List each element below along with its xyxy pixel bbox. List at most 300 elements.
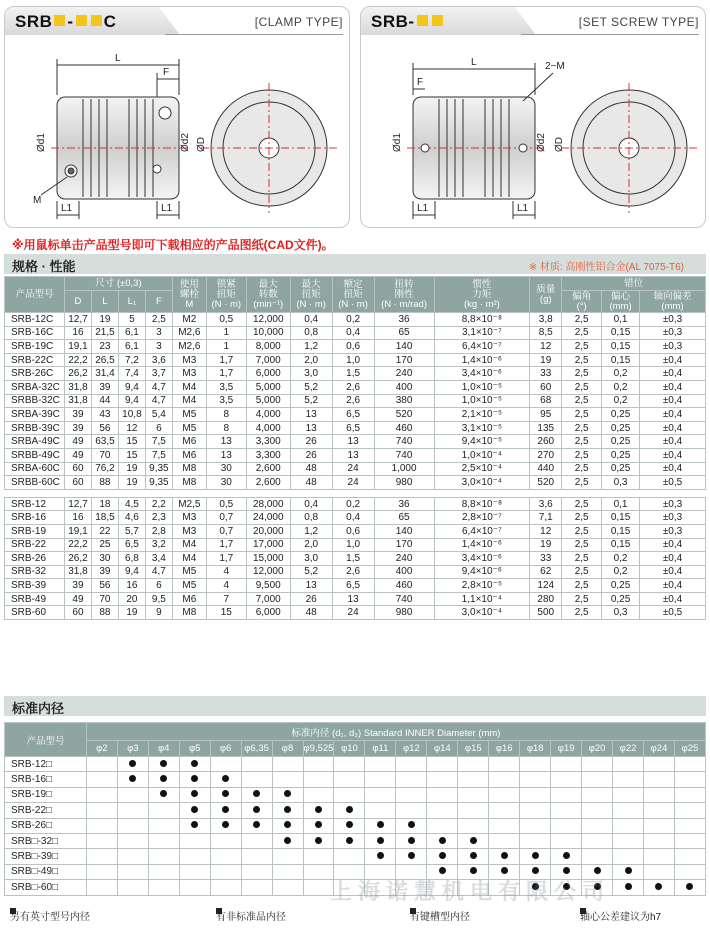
clamp-type-panel [4,6,350,228]
spec-cell: 0,6 [332,524,374,538]
spec-cell: 4,7 [145,565,172,579]
inner-size-cell [334,849,365,864]
spec-cell: 12,000 [246,313,290,327]
inner-size-cell [520,849,551,864]
inner-size-cell [458,818,489,833]
inner-col-header-model: 产品型号 [5,723,87,757]
spec-cell: 7 [206,592,246,606]
spec-cell: 30 [206,476,246,490]
inner-size-cell [303,757,334,772]
model-cell: SRB-22 [5,538,65,552]
inner-size-cell [613,787,644,802]
inner-size-cell [148,803,179,818]
spec-cell: 16 [64,326,91,340]
cad-download-notice: ※用鼠标单击产品型号即可下载相应的产品图纸(CAD文件)。 [12,238,334,252]
spec-cell: 2,5 [562,394,602,408]
spec-cell: 24,000 [246,511,290,525]
legend-item-inch-label: 另有英寸型号内径 [10,912,90,923]
inner-size-cell [117,818,148,833]
inner-size-cell [86,880,117,895]
spec-cell: 740 [374,448,434,462]
spec-cell: 22,2 [64,353,91,367]
clamp-type-label: [CLAMP TYPE] [254,15,343,29]
inner-size-cell [674,849,705,864]
clamp-model-prefix: SRB [15,12,53,31]
spec-cell: 980 [374,606,434,620]
col-header-max-torque-label: 最大 扭矩 [301,278,321,300]
inner-size-cell [489,833,520,848]
inner-size-cell [582,803,613,818]
spec-cell: ±0,4 [640,579,706,593]
spec-cell: 70 [91,592,118,606]
spec-cell: 5,000 [246,394,290,408]
inner-size-cell [674,772,705,787]
spec-cell: 9,4×10⁻⁵ [434,435,530,449]
spec-cell: 3,8 [530,313,562,327]
spec-cell: 2,5 [562,538,602,552]
model-cell: SRBA-60C [5,462,65,476]
spec-cell: 12 [530,524,562,538]
spec-cell: 0,2 [602,394,640,408]
inner-size-cell [365,833,396,848]
inner-size-cell [303,803,334,818]
spec-cell: 48 [290,462,332,476]
clamp-panel-header [5,7,349,35]
spec-cell: 4,000 [246,408,290,422]
spec-cell: 3,6 [145,353,172,367]
spec-cell: M8 [172,462,206,476]
inner-size-cell [551,757,582,772]
spec-cell: 5,2 [290,380,332,394]
spec-cell: 49 [64,448,91,462]
spec-cell: 33 [530,552,562,566]
spec-cell: 39 [91,380,118,394]
spec-cell: 3,5 [206,394,246,408]
inner-size-cell [489,803,520,818]
col-header-clamp-torque-unit: (N · m) [211,298,242,310]
spec-cell: 60 [530,380,562,394]
spec-section-title: 规格 · 性能 [12,259,76,274]
spec-cell: 6,5 [332,421,374,435]
col-header-max-torque [290,277,332,313]
inner-size-cell [551,787,582,802]
inner-size-cell [241,787,272,802]
inner-size-cell [644,772,675,787]
inner-size-cell [210,880,241,895]
spec-cell: 460 [374,421,434,435]
spec-cell: 17,000 [246,538,290,552]
spec-cell: 1,2 [290,524,332,538]
spec-cell: 1,0×10⁻⁵ [434,394,530,408]
inner-size-cell [334,803,365,818]
spec-cell: 2,5 [562,367,602,381]
spec-cell: 1,7 [206,367,246,381]
spec-cell: 6 [145,421,172,435]
spec-cell: 20 [118,592,145,606]
spec-cell: 8,000 [246,340,290,354]
inner-row [5,803,706,818]
spec-cell: M3 [172,367,206,381]
col-header-rated-torque-unit: (N · m) [338,298,368,310]
inner-size-header: φ15 [458,741,489,757]
inner-size-cell [396,757,427,772]
spec-cell: 6 [145,579,172,593]
inner-size-cell [365,849,396,864]
spec-cell: 2,5 [562,435,602,449]
inner-size-cell [303,818,334,833]
spec-cell: 0,5 [206,313,246,327]
spec-row-setscrew [5,497,706,511]
inner-size-cell [148,787,179,802]
spec-cell: 2,5 [562,326,602,340]
inner-size-cell [86,849,117,864]
spec-cell: 2,0 [290,538,332,552]
spec-cell: 980 [374,476,434,490]
spec-row-setscrew [5,579,706,593]
inner-size-cell [582,787,613,802]
spec-cell: 16 [64,511,91,525]
inner-size-cell [644,880,675,895]
spec-cell: 4,000 [246,421,290,435]
spec-row-clamp [5,340,706,354]
spec-cell: 170 [374,353,434,367]
spec-cell: 60 [64,462,91,476]
spec-cell: 26,5 [91,353,118,367]
spec-cell: 3,4×10⁻⁶ [434,367,530,381]
spec-cell: 24 [332,606,374,620]
available-dot-icon [439,867,446,874]
spec-cell: 280 [530,592,562,606]
inner-size-cell [613,864,644,879]
spec-cell: 13 [332,435,374,449]
inner-size-cell [396,772,427,787]
spec-cell: 2,5 [562,592,602,606]
inner-model-cell: SRB-12□ [5,757,87,772]
inner-size-cell [551,818,582,833]
inner-size-cell [396,787,427,802]
spec-cell: 240 [374,552,434,566]
spec-cell: 3,4×10⁻⁶ [434,552,530,566]
inner-size-cell [489,757,520,772]
spec-cell: 0,15 [602,511,640,525]
spec-cell: ±0,4 [640,592,706,606]
available-dot-icon [625,883,632,890]
inner-size-cell [427,849,458,864]
spec-cell: 70 [91,448,118,462]
available-dot-icon [346,806,353,813]
model-cell: SRBB-39C [5,421,65,435]
available-dot-icon [439,837,446,844]
available-dot-icon [408,852,415,859]
inner-size-cell [303,833,334,848]
spec-cell: 1 [206,340,246,354]
spec-cell: 9,35 [145,462,172,476]
spec-section-bar [4,254,706,274]
spec-cell: 13 [332,448,374,462]
spec-cell: 2,2 [145,497,172,511]
spec-cell: 135 [530,421,562,435]
legend-item-keyway-label: 有键槽型内径 [410,912,470,923]
spec-cell: 30 [91,552,118,566]
panel-header-rule [521,34,699,35]
spec-cell: 140 [374,340,434,354]
spec-cell: 4,7 [145,394,172,408]
setscrew-type-label: [SET SCREW TYPE] [578,15,699,29]
spec-cell: 68 [530,394,562,408]
model-cell: SRB-32 [5,565,65,579]
col-header-inertia-label: 惯性 力矩 [472,278,492,300]
available-dot-icon [686,883,693,890]
inner-size-cell [241,803,272,818]
spec-cell: 9,4×10⁻⁶ [434,565,530,579]
available-dot-icon [470,837,477,844]
setscrew-model-prefix: SRB [371,12,409,31]
spec-cell: 5 [118,313,145,327]
inner-size-cell [489,772,520,787]
spec-cell: M5 [172,565,206,579]
dim-d1-label: Ød1 [36,133,47,152]
col-header-max-speed [246,277,290,313]
inner-size-header: φ19 [551,741,582,757]
col-header-rated-torque-label: 额定 扭矩 [343,278,363,300]
spec-cell: 2,8 [145,524,172,538]
setscrew-coupling-drawing [367,39,701,224]
spec-cell: 2,8×10⁻⁷ [434,511,530,525]
inner-size-cell [365,772,396,787]
col-header-mass-label: 质量 [536,283,556,295]
spec-cell: 9,4 [118,565,145,579]
spec-cell: 0,2 [332,313,374,327]
model-cell: SRB-19C [5,340,65,354]
spec-cell: 25 [91,538,118,552]
inner-size-cell [117,787,148,802]
spec-row-clamp [5,421,706,435]
available-dot-icon [532,852,539,859]
spec-cell: 1,0×10⁻⁵ [434,380,530,394]
spec-cell: 7,4 [118,367,145,381]
inner-size-cell [117,880,148,895]
spec-cell: 95 [530,408,562,422]
inner-size-cell [427,833,458,848]
col-header-stiffness [374,277,434,313]
col-header-stiffness-unit: (N · m/rad) [381,298,427,310]
spec-cell: 0,25 [602,592,640,606]
inner-size-cell [458,803,489,818]
spec-cell: 1,4×10⁻⁶ [434,353,530,367]
spec-cell: 6,5 [332,579,374,593]
spec-cell: 400 [374,565,434,579]
col-header-angle-unit: (°) [576,300,587,312]
col-header-axial-unit: (mm) [661,300,684,312]
inner-size-cell [427,803,458,818]
spec-cell: 5,7 [118,524,145,538]
inner-size-cell [582,833,613,848]
inner-size-cell [674,757,705,772]
legend-item-tolerance-label: 轴心公差建议为h7 [580,912,662,923]
spec-cell: 3 [145,326,172,340]
spec-cell: ±0,3 [640,313,706,327]
inner-size-cell [241,833,272,848]
spec-cell: 31,4 [91,367,118,381]
inner-size-cell [272,818,303,833]
spec-cell: 44 [91,394,118,408]
spec-cell: 2,5 [562,353,602,367]
spec-cell: 12,7 [64,313,91,327]
inner-size-cell [644,803,675,818]
model-cell: SRB-12C [5,313,65,327]
spec-cell: 5,4 [145,408,172,422]
spec-cell: 3,0 [290,552,332,566]
spec-table-body [5,313,706,620]
inner-size-cell [241,849,272,864]
inner-size-cell [365,787,396,802]
inner-size-cell [458,849,489,864]
inner-size-header: φ9,525 [303,741,334,757]
spec-cell: 19,1 [64,524,91,538]
spec-cell: 7,1 [530,511,562,525]
spec-cell: 1 [206,326,246,340]
available-dot-icon [253,821,260,828]
spec-cell: 26 [290,448,332,462]
inner-size-cell [210,772,241,787]
available-dot-icon [563,867,570,874]
spec-cell: ±0,5 [640,476,706,490]
spec-cell: 19 [118,476,145,490]
spec-cell: 1,7 [206,353,246,367]
spec-cell: 15,000 [246,552,290,566]
spec-cell: 2,5 [562,511,602,525]
inner-size-cell [613,757,644,772]
spec-cell: 49 [64,435,91,449]
spec-cell: 19,1 [64,340,91,354]
inner-size-cell [86,772,117,787]
spec-cell: 2,5 [562,524,602,538]
spec-cell: ±0,4 [640,538,706,552]
inner-size-cell [241,772,272,787]
spec-cell: 4,5 [118,497,145,511]
spec-cell: ±0,3 [640,511,706,525]
spec-cell: 4,7 [145,380,172,394]
spec-cell: 0,2 [602,380,640,394]
spec-cell: 2,6 [332,565,374,579]
spec-cell: 1,2 [290,340,332,354]
spec-group-gap [5,489,706,497]
inner-col-header-title: 标准内径 (d₁, d₂) Standard INNER Diameter (mm) [86,723,705,741]
spec-cell: 270 [530,448,562,462]
spec-cell: 460 [374,579,434,593]
spec-cell: 21,5 [91,326,118,340]
available-dot-icon [160,760,167,767]
spec-cell: ±0,3 [640,326,706,340]
col-header-max-torque-unit: (N · m) [296,298,326,310]
spec-cell: 19 [91,313,118,327]
available-dot-icon [160,790,167,797]
available-dot-icon [470,852,477,859]
inner-size-cell [86,803,117,818]
available-dot-icon [191,806,198,813]
spec-row-setscrew [5,565,706,579]
spec-cell: 7,000 [246,592,290,606]
col-header-angle [562,291,602,313]
spec-cell: 36 [374,313,434,327]
spec-cell: ±0,3 [640,524,706,538]
available-dot-icon [655,883,662,890]
inner-size-cell [148,849,179,864]
spec-cell: M3 [172,524,206,538]
inner-size-cell [489,787,520,802]
inner-size-cell [582,757,613,772]
inner-diameter-table [4,722,706,896]
spec-cell: 2,5 [562,565,602,579]
dim-d2-label: Ød2 [180,133,191,152]
placeholder-square-icon [417,15,428,26]
spec-cell: 0,6 [332,340,374,354]
spec-cell: 6,000 [246,367,290,381]
spec-cell: 5,000 [246,380,290,394]
col-header-stiffness-label: 扭转 刚性 [394,278,414,300]
inner-model-cell: SRB-22□ [5,803,87,818]
inner-size-cell [613,880,644,895]
spec-cell: 0,2 [332,497,374,511]
model-cell: SRB-16C [5,326,65,340]
clamp-model-code [15,12,116,32]
spec-cell: 0,15 [602,326,640,340]
spec-row-clamp [5,394,706,408]
spec-cell: 15 [206,606,246,620]
inner-row [5,833,706,848]
inner-size-cell [644,864,675,879]
spec-cell: ±0,4 [640,367,706,381]
spec-row-setscrew [5,524,706,538]
inner-size-cell [427,757,458,772]
spec-cell: 19 [118,462,145,476]
clamp-model-suffix: C [103,12,117,31]
inner-size-header: φ10 [334,741,365,757]
spec-cell: 3,5 [206,380,246,394]
available-dot-icon [191,790,198,797]
spec-cell: 10,8 [118,408,145,422]
inner-size-cell [86,833,117,848]
available-dot-icon [222,790,229,797]
spec-cell: 18,5 [91,511,118,525]
spec-cell: 56 [91,421,118,435]
inner-row [5,772,706,787]
spec-cell: 3,7 [145,367,172,381]
spec-cell: ±0,4 [640,408,706,422]
inner-size-header: φ22 [613,741,644,757]
col-header-bolt-label: 使用 螺栓 [179,278,199,300]
spec-cell: 12 [118,421,145,435]
inner-size-cell [210,787,241,802]
model-cell: SRBA-39C [5,408,65,422]
spec-cell: 49 [64,592,91,606]
spec-row-clamp [5,380,706,394]
spec-cell: 2,6 [332,380,374,394]
inner-size-cell [458,757,489,772]
spec-cell: M2,6 [172,326,206,340]
spec-cell: 0,2 [602,565,640,579]
spec-cell: 8 [206,408,246,422]
inner-row [5,757,706,772]
spec-cell: ±0,3 [640,497,706,511]
spec-cell: 9 [145,606,172,620]
inner-size-header: φ20 [582,741,613,757]
setscrew-panel-header [361,7,705,35]
col-header-offset-unit: (mm) [609,300,632,312]
col-header-max-speed-label: 最大 转数 [258,278,278,300]
spec-cell: 0,15 [602,353,640,367]
inner-size-cell [489,818,520,833]
